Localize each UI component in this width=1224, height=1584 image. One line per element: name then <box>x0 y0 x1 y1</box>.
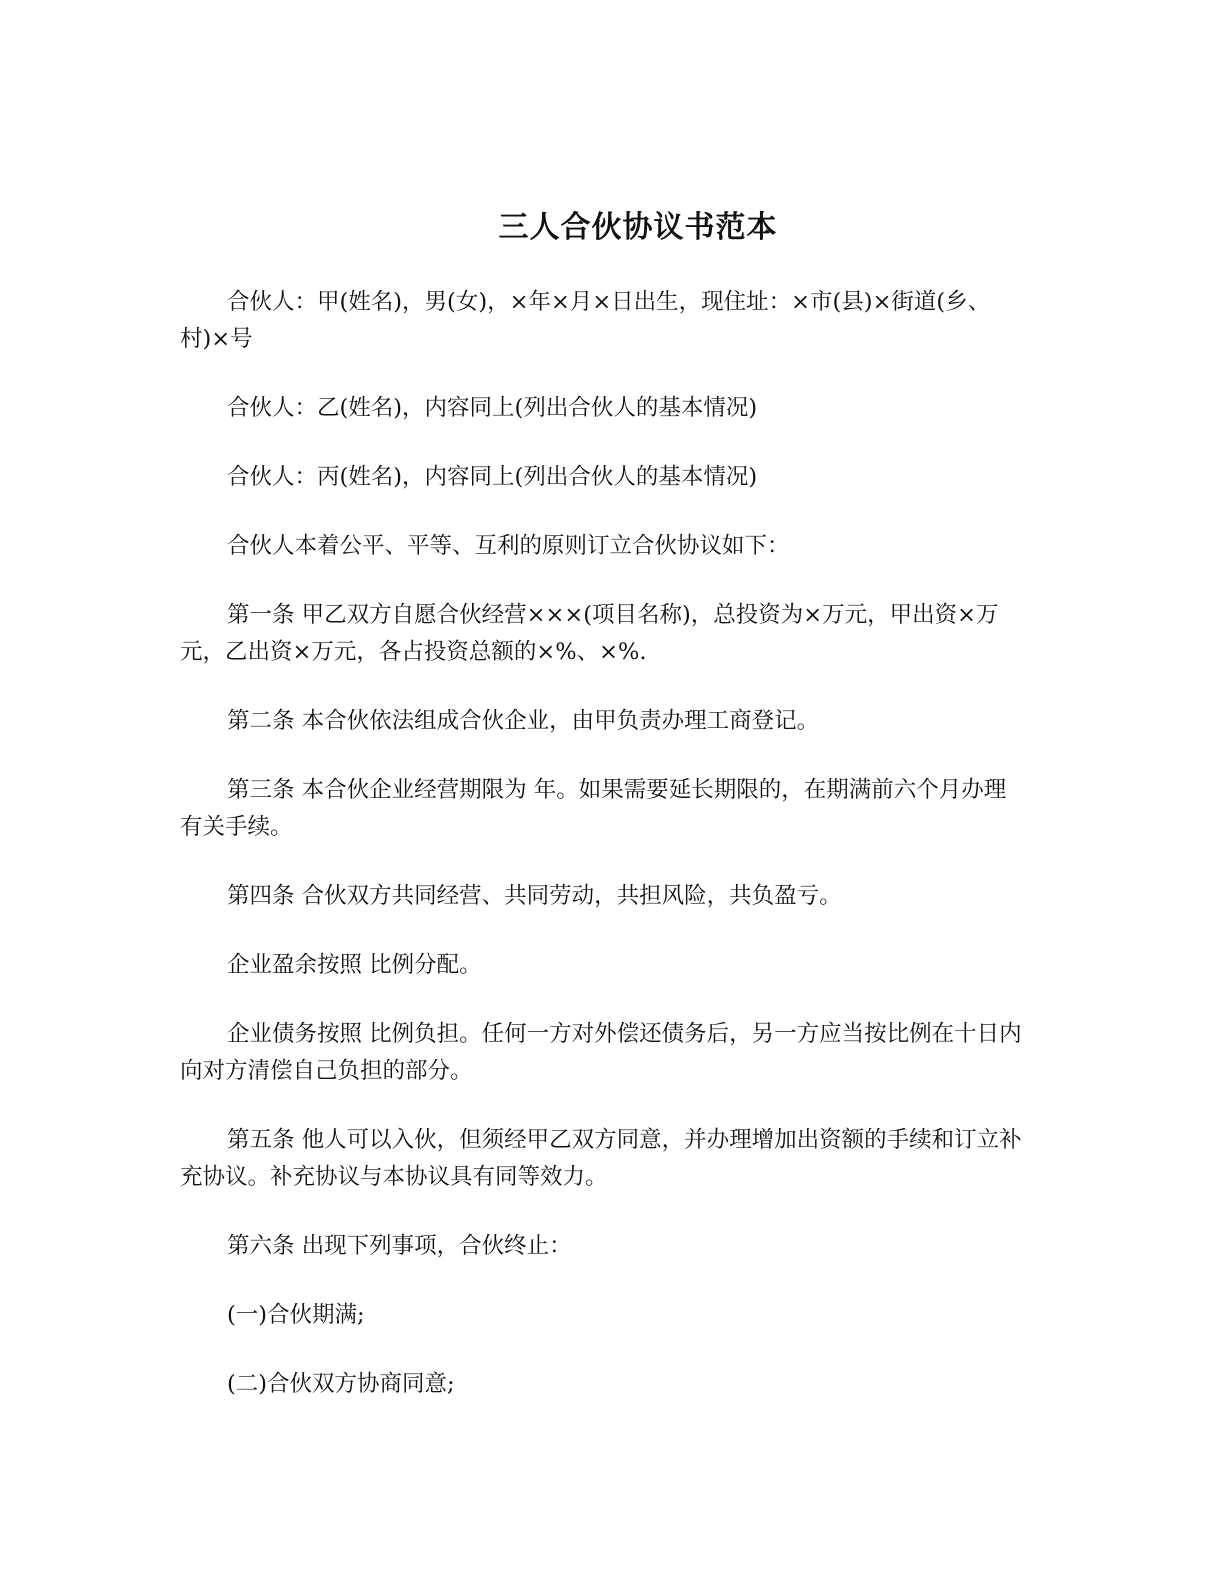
partner-c-paragraph: 合伙人：丙(姓名)，内容同上(列出合伙人的基本情况) <box>227 464 758 490</box>
article-5-paragraph: 第五条 他人可以入伙，但须经甲乙双方同意，并办理增加出资额的手续和订立补充协议。补充协议与本协议具有同等效力。 <box>180 1127 1022 1190</box>
termination-item-2: (二)合伙双方协商同意; <box>227 1371 455 1397</box>
article-3-paragraph: 第三条 本合伙企业经营期限为 年。如果需要延长期限的，在期满前六个月办理有关手续。 <box>180 777 1007 840</box>
preamble-paragraph: 合伙人本着公平、平等、互利的原则订立合伙协议如下： <box>227 533 790 559</box>
debt-burden-paragraph: 企业债务按照 比例负担。任何一方对外偿还债务后，另一方应当按比例在十日内向对方清偿自己负担的部分。 <box>180 1021 1022 1084</box>
article-2-paragraph: 第二条 本合伙依法组成合伙企业，由甲负责办理工商登记。 <box>227 708 820 734</box>
article-1-paragraph: 第一条 甲乙双方自愿合伙经营×××(项目名称)，总投资为×万元，甲出资×万元，乙出资×万元，各占投资总额的×%、×%. <box>180 602 999 665</box>
termination-item-1: (一)合伙期满; <box>227 1302 365 1328</box>
profit-distribution-paragraph: 企业盈余按照 比例分配。 <box>227 952 482 978</box>
document-body <box>180 284 1028 1435</box>
partner-a-paragraph: 合伙人：甲(姓名)，男(女)，×年×月×日出生，现住址：×市(县)×街道(乡、村)×号 <box>180 289 991 352</box>
partner-b-paragraph: 合伙人：乙(姓名)，内容同上(列出合伙人的基本情况) <box>227 395 758 421</box>
document-title: 三人合伙协议书范本 <box>498 210 778 245</box>
article-4-paragraph: 第四条 合伙双方共同经营、共同劳动，共担风险，共负盈亏。 <box>227 883 842 909</box>
article-6-paragraph: 第六条 出现下列事项，合伙终止： <box>227 1233 572 1259</box>
